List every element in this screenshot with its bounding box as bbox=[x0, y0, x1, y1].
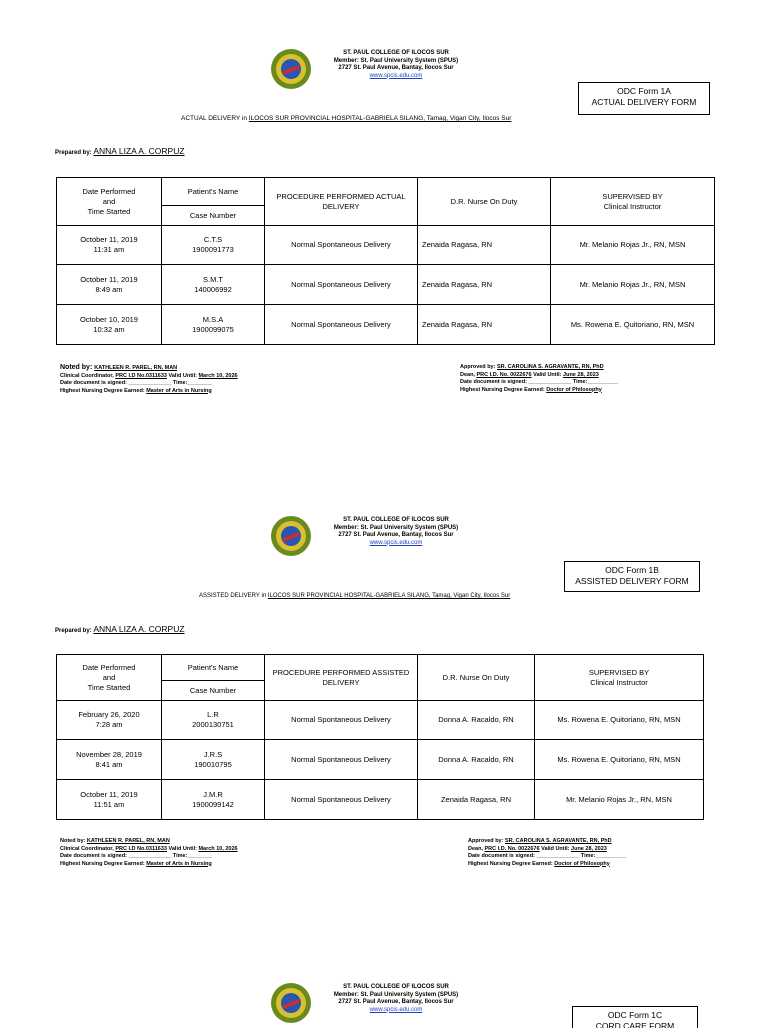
header-patient: Patient's Name bbox=[162, 178, 265, 206]
cell-procedure: Normal Spontaneous Delivery bbox=[265, 265, 418, 305]
cell-patient: L.R 2000130751 bbox=[162, 701, 265, 740]
cell-date: October 11, 2019 11:51 am bbox=[57, 780, 162, 820]
noted-name: KATHLEEN R. PAREL, RN, MAN bbox=[86, 838, 170, 844]
cell-supervisor: Mr. Melanio Rojas Jr., RN, MSN bbox=[535, 780, 704, 820]
prepared-label: Prepared by: bbox=[55, 628, 94, 634]
cell-nurse: Zenaida Ragasa, RN bbox=[418, 780, 535, 820]
school-address: 2727 St. Paul Avenue, Bantay, Ilocos Sur bbox=[338, 65, 454, 71]
location-prefix: ASSISTED DELIVERY in bbox=[199, 593, 268, 599]
cell-patient: M.S.A 1900099075 bbox=[162, 305, 265, 345]
school-website-link[interactable]: www.spcis.edu.com bbox=[369, 539, 423, 546]
form-title: CORD CARE FORM bbox=[595, 1021, 675, 1028]
header-supervised: SUPERVISED BY Clinical Instructor bbox=[535, 655, 704, 701]
school-website-link[interactable]: www.spcis.edu.com bbox=[369, 72, 423, 79]
form-code-box bbox=[572, 1006, 698, 1028]
noted-date-signed: Date document is signed: ______________ Time:________ bbox=[60, 380, 212, 386]
approved-date-signed: Date document is signed: ______________ Time:__________ bbox=[460, 379, 618, 385]
cell-date: November 28, 2019 8:41 am bbox=[57, 740, 162, 780]
cell-patient: S.M.T 140006992 bbox=[162, 265, 265, 305]
cell-patient: J.R.S 190010795 bbox=[162, 740, 265, 780]
noted-by-block: Noted by: KATHLEEN R. PAREL, RN, MAN Clinical Coordinator, PRC I.D No.0311633 Valid Until: March 10, 2026 Date document is signed: ______________ Time:________ Highest Nursing Degree Earned: Master of Arts in Nursing bbox=[60, 364, 238, 394]
cell-supervisor: Ms. Rowena E. Quitoriano, RN, MSN bbox=[535, 701, 704, 740]
header-case: Case Number bbox=[162, 206, 265, 226]
cell-supervisor: Ms. Rowena E. Quitoriano, RN, MSN bbox=[551, 305, 715, 345]
cell-nurse: Zenaida Ragasa, RN bbox=[418, 265, 551, 305]
header-supervised: SUPERVISED BY Clinical Instructor bbox=[551, 178, 715, 226]
form-code: ODC Form 1B bbox=[605, 565, 659, 575]
form-title: ASSISTED DELIVERY FORM bbox=[575, 576, 689, 586]
cell-procedure: Normal Spontaneous Delivery bbox=[265, 701, 418, 740]
cell-procedure: Normal Spontaneous Delivery bbox=[265, 226, 418, 265]
school-name: ST. PAUL COLLEGE OF ILOCOS SUR bbox=[343, 517, 449, 523]
cell-patient: J.M.R 1900099142 bbox=[162, 780, 265, 820]
cell-date: February 26, 2020 7:28 am bbox=[57, 701, 162, 740]
noted-by-block: Noted by: KATHLEEN R. PAREL, RN, MAN Clinical Coordinator, PRC I.D No.0311633 Valid Until: March 10, 2026 Date document is signed: ______________ Time:________ Highest Nursing Degree Earned: Master of Arts in Nursing bbox=[60, 838, 238, 867]
prepared-name: ANNA LIZA A. CORPUZ bbox=[93, 146, 185, 156]
cell-supervisor: Mr. Melanio Rojas Jr., RN, MSN bbox=[551, 226, 715, 265]
school-header bbox=[270, 982, 470, 1026]
cell-nurse: Donna A. Racaldo, RN bbox=[418, 701, 535, 740]
cell-nurse: Zenaida Ragasa, RN bbox=[418, 226, 551, 265]
location-name: ILOCOS SUR PROVINCIAL HOSPITAL-GABRIELA SILANG, Tamag, Vigan City, Ilocos Sur bbox=[248, 115, 512, 122]
cell-procedure: Normal Spontaneous Delivery bbox=[265, 305, 418, 345]
approved-by-block: Approved by: SR. CAROLINA S. AGRAVANTE, RN, PhD Dean, PRC I.D. No. 0022676 Valid Until: June 28, 2023 Date document is signed: ______________ Time:__________ Highest Nursing Degree Earned: Doctor of Philosophy bbox=[460, 364, 618, 393]
approved-name: SR. CAROLINA S. AGRAVANTE, RN, PhD bbox=[496, 364, 604, 370]
school-name: ST. PAUL COLLEGE OF ILOCOS SUR bbox=[343, 50, 449, 56]
cell-supervisor: Ms. Rowena E. Quitoriano, RN, MSN bbox=[535, 740, 704, 780]
approved-date-signed: Date document is signed: ______________ Time:__________ bbox=[468, 853, 626, 859]
form-code: ODC Form 1C bbox=[607, 1010, 663, 1020]
header-date: Date Performed and Time Started bbox=[57, 655, 162, 701]
form-title: ACTUAL DELIVERY FORM bbox=[591, 97, 697, 107]
cell-supervisor: Mr. Melanio Rojas Jr., RN, MSN bbox=[551, 265, 715, 305]
school-address: 2727 St. Paul Avenue, Bantay, Ilocos Sur bbox=[338, 999, 454, 1005]
location-prefix: ACTUAL DELIVERY in bbox=[181, 115, 249, 122]
noted-date-signed: Date document is signed: ______________ Time:________ bbox=[60, 853, 212, 859]
school-name: ST. PAUL COLLEGE OF ILOCOS SUR bbox=[343, 984, 449, 990]
school-member: Member: St. Paul University System (SPUS) bbox=[333, 991, 459, 998]
cell-date: October 10, 2019 10:32 am bbox=[57, 305, 162, 345]
header-date: Date Performed and Time Started bbox=[57, 178, 162, 226]
location-name: ILOCOS SUR PROVINCIAL HOSPITAL-GABRIELA SILANG, Tamag, Vigan City, Ilocos Sur bbox=[267, 593, 511, 599]
noted-name: KATHLEEN R. PAREL, RN, MAN bbox=[94, 365, 178, 371]
cell-nurse: Zenaida Ragasa, RN bbox=[418, 305, 551, 345]
header-nurse: D.R. Nurse On Duty bbox=[418, 178, 551, 226]
cell-procedure: Normal Spontaneous Delivery bbox=[265, 740, 418, 780]
approved-name: SR. CAROLINA S. AGRAVANTE, RN, PhD bbox=[504, 838, 612, 844]
prepared-name: ANNA LIZA A. CORPUZ bbox=[93, 624, 185, 634]
approved-by-block: Approved by: SR. CAROLINA S. AGRAVANTE, RN, PhD Dean, PRC I.D. No. 0022676 Valid Until: June 28, 2023 Date document is signed: ______________ Time:__________ Highest Nursing Degree Earned: Doctor of Philosophy bbox=[468, 838, 626, 867]
school-website-link[interactable]: www.spcis.edu.com bbox=[369, 1006, 423, 1013]
header-patient: Patient's Name bbox=[162, 655, 265, 681]
cell-date: October 11, 2019 11:31 am bbox=[57, 226, 162, 265]
cell-patient: C.T.S 1900091773 bbox=[162, 226, 265, 265]
header-case: Case Number bbox=[162, 681, 265, 701]
prepared-label: Prepared by: bbox=[55, 150, 94, 156]
header-nurse: D.R. Nurse On Duty bbox=[418, 655, 535, 701]
school-seal-icon bbox=[270, 982, 312, 1024]
cell-date: October 11, 2019 8:49 am bbox=[57, 265, 162, 305]
school-header-text bbox=[316, 984, 476, 1014]
school-address: 2727 St. Paul Avenue, Bantay, Ilocos Sur bbox=[338, 532, 454, 538]
cell-nurse: Donna A. Racaldo, RN bbox=[418, 740, 535, 780]
header-procedure: PROCEDURE PERFORMED ASSISTED DELIVERY bbox=[265, 655, 418, 701]
school-member: Member: St. Paul University System (SPUS) bbox=[333, 524, 459, 531]
form-code: ODC Form 1A bbox=[617, 86, 671, 96]
school-member: Member: St. Paul University System (SPUS) bbox=[333, 57, 459, 64]
header-procedure: PROCEDURE PERFORMED ACTUAL DELIVERY bbox=[265, 178, 418, 226]
cell-procedure: Normal Spontaneous Delivery bbox=[265, 780, 418, 820]
